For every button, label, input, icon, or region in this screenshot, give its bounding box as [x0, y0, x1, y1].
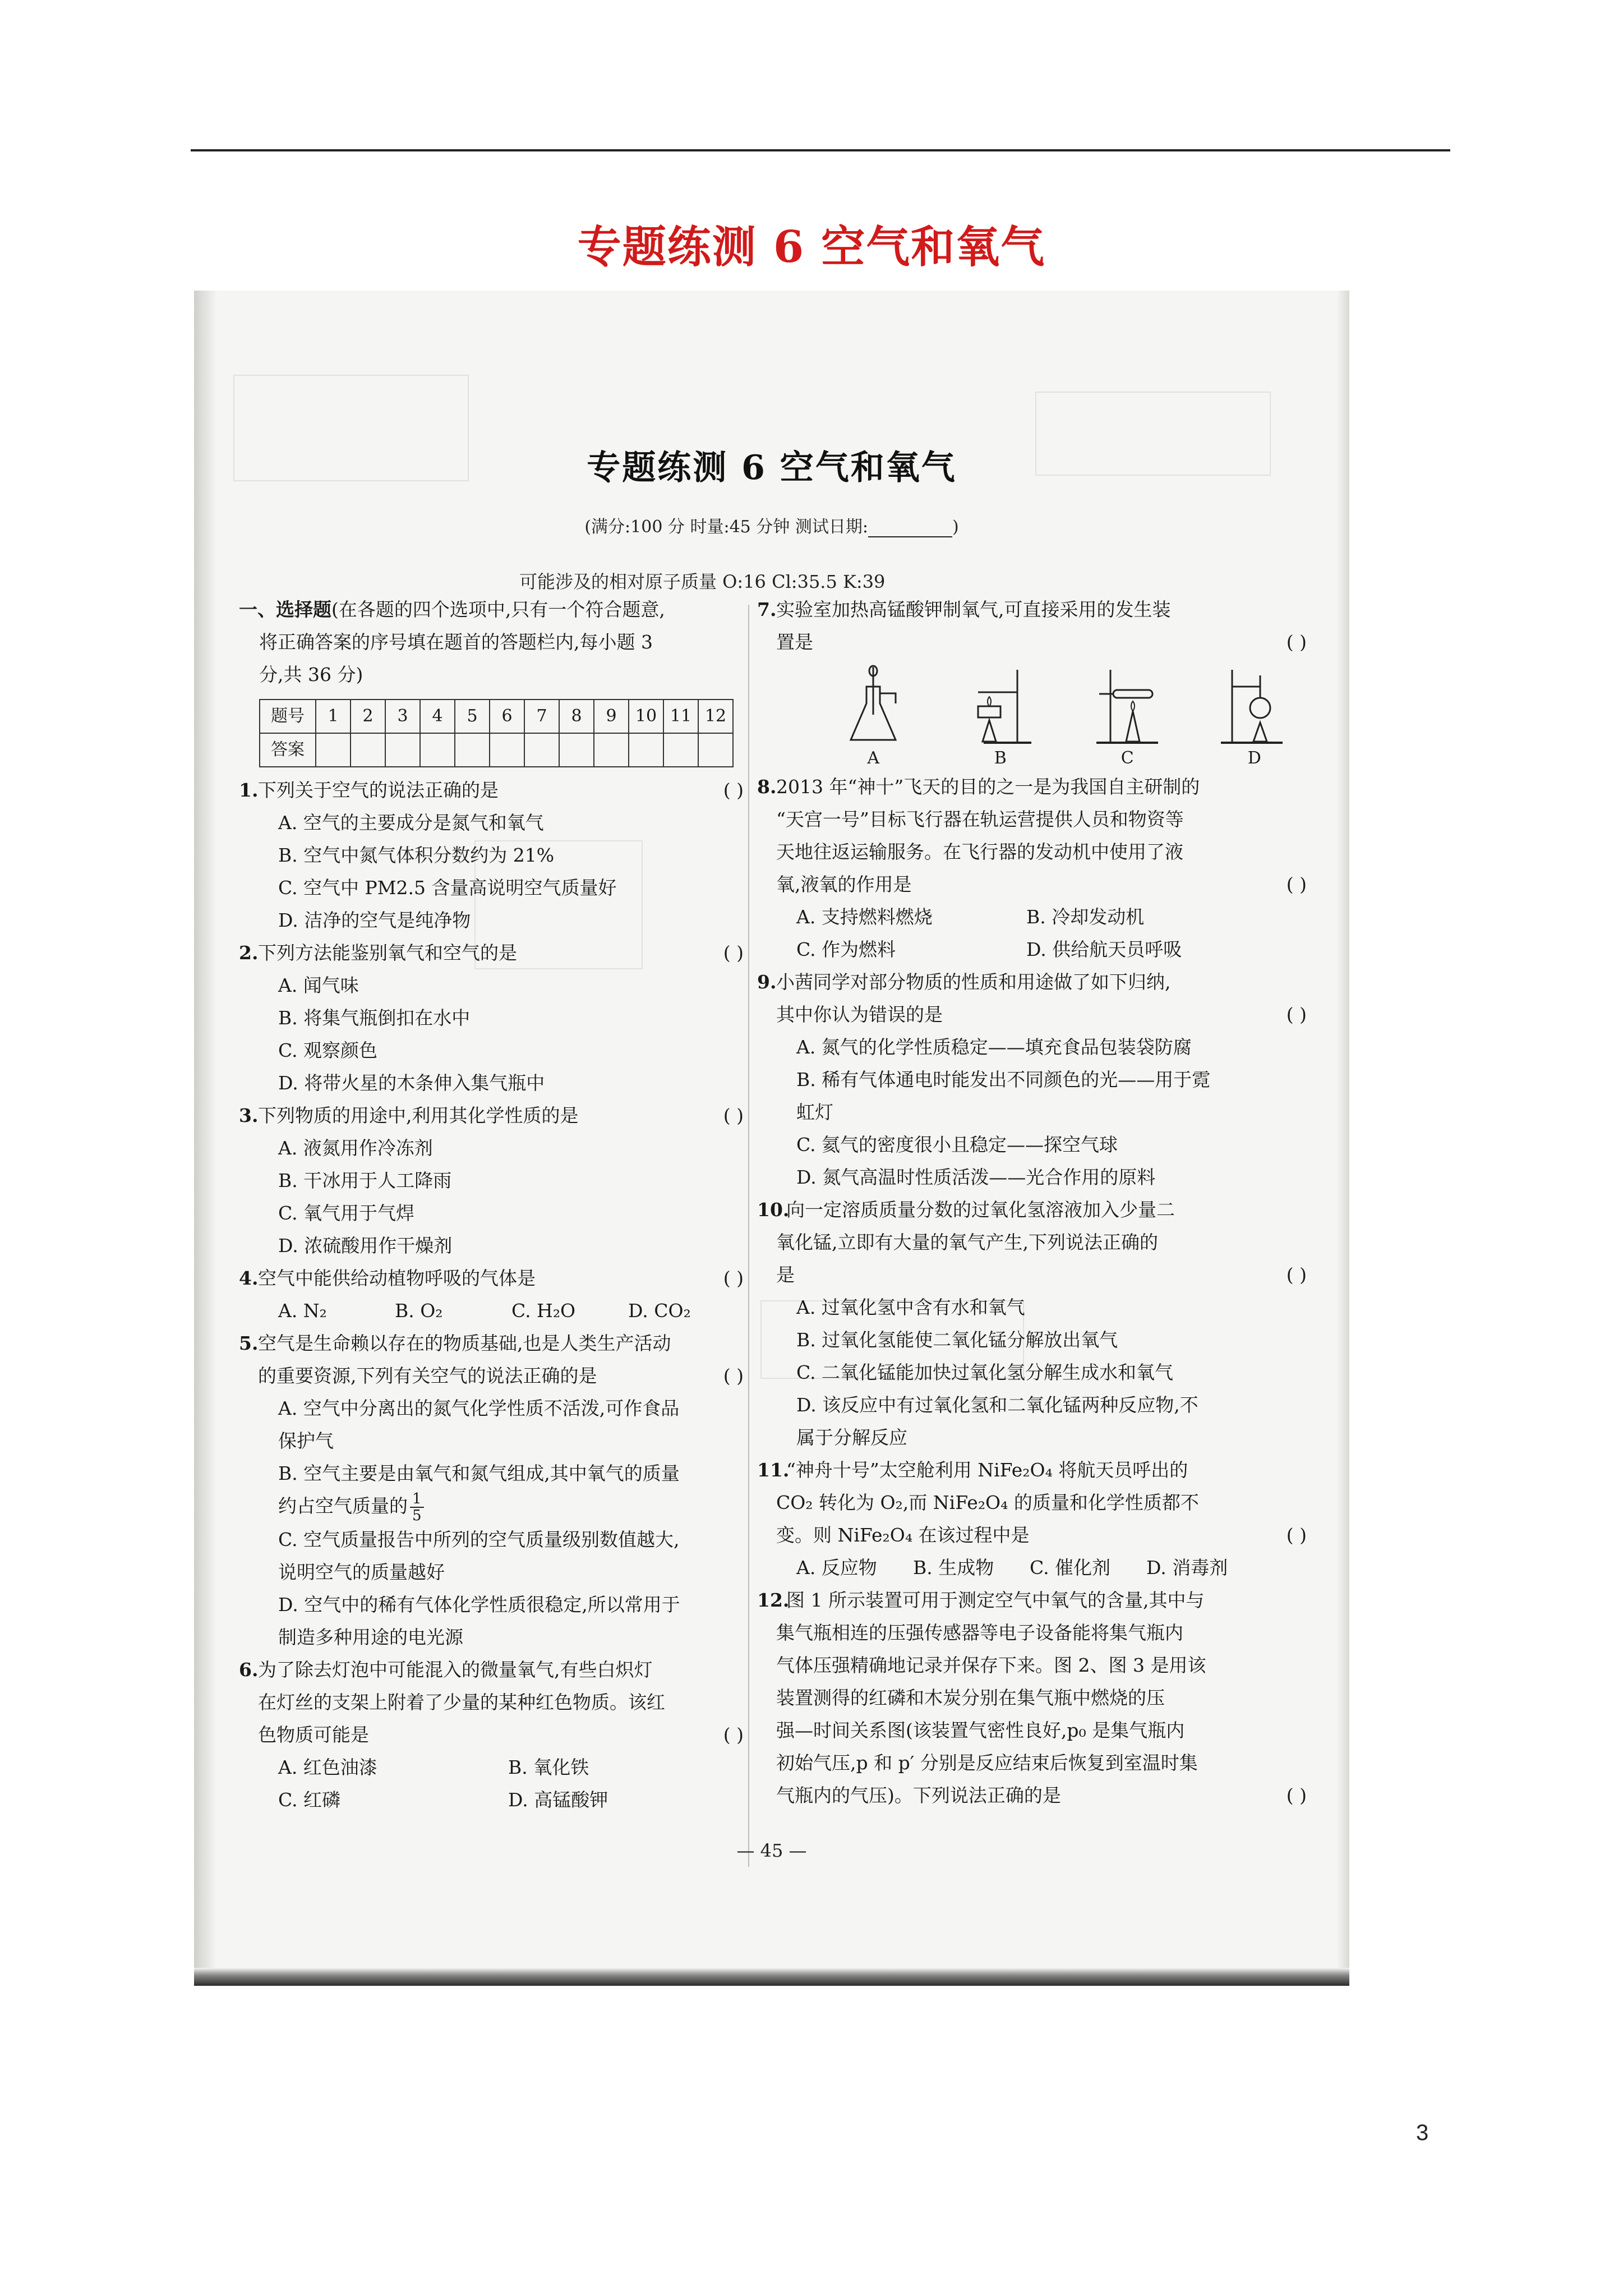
page-number: 3 — [1416, 2120, 1429, 2145]
apparatus-label: B — [994, 748, 1007, 768]
stem-text: 空气中能供给动植物呼吸的气体是 — [258, 1267, 536, 1289]
option[interactable]: B. O₂ — [395, 1300, 443, 1322]
option[interactable]: C. 作为燃料 — [796, 938, 896, 960]
answer-bracket: ( ) — [723, 1105, 744, 1126]
option[interactable]: A. 反应物 — [796, 1557, 877, 1579]
question-stem — [258, 1262, 755, 1295]
fraction-numerator: 1 — [410, 1491, 424, 1508]
question-stem: CO₂ 转化为 O₂,而 NiFe₂O₄ 的质量和化学性质都不 — [776, 1492, 1199, 1513]
question-stem — [776, 1259, 1318, 1291]
question-stem: “神舟十号”太空舱利用 NiFe₂O₄ 将航天员呼出的 — [786, 1459, 1188, 1481]
answer-cell[interactable] — [420, 733, 455, 767]
question-8 — [757, 771, 1318, 966]
answer-bracket: ( ) — [1286, 1004, 1307, 1025]
right-column — [757, 593, 1318, 1812]
question-number: 1. — [239, 779, 259, 801]
answer-cell[interactable] — [663, 733, 698, 767]
answer-table-number: 1 — [316, 700, 351, 733]
question-stem: 实验室加热高锰酸钾制氧气,可直接采用的发生装 — [776, 599, 1171, 620]
question-1 — [239, 774, 755, 937]
question-stem — [776, 1519, 1318, 1552]
question-stem: 2013 年“神十”飞天的目的之一是为我国自主研制的 — [776, 776, 1200, 798]
answer-table-number: 6 — [490, 700, 524, 733]
answer-table-number: 5 — [455, 700, 490, 733]
question-stem: 氧化锰,立即有大量的氧气产生,下列说法正确的 — [776, 1231, 1158, 1253]
answer-bracket: ( ) — [1286, 1524, 1307, 1546]
flask-with-dropper-icon — [840, 664, 907, 748]
stem-text: 下列物质的用途中,利用其化学性质的是 — [258, 1105, 579, 1126]
answer-cell[interactable] — [490, 733, 524, 767]
atomic-masses: 可能涉及的相对原子质量 O:16 Cl:35.5 K:39 — [519, 571, 886, 592]
question-stem: 为了除去灯泡中可能混入的微量氧气,有些白炽灯 — [258, 1659, 653, 1681]
section-line: 分,共 36 分) — [259, 664, 363, 685]
answer-table-row — [260, 733, 733, 767]
option[interactable]: C. 氧气用于气焊 — [278, 1202, 415, 1224]
top-rule — [191, 149, 1450, 151]
stem-text: 的重要资源,下列有关空气的说法正确的是 — [258, 1365, 597, 1387]
answer-cell[interactable] — [629, 733, 663, 767]
answer-cell[interactable] — [351, 733, 385, 767]
stem-text: 氧,液氧的作用是 — [776, 873, 912, 895]
option[interactable]: B. 将集气瓶倒扣在水中 — [278, 1007, 471, 1029]
stem-text: 气瓶内的气压)。下列说法正确的是 — [776, 1784, 1061, 1806]
question-12 — [757, 1584, 1318, 1812]
ring-stand-lamp-icon — [961, 664, 1040, 748]
question-4 — [239, 1262, 755, 1327]
tube-on-stand-icon — [1088, 664, 1166, 748]
option[interactable]: A. 闻气味 — [278, 974, 359, 996]
answer-table — [259, 699, 734, 767]
question-stem — [258, 774, 755, 807]
option[interactable]: A. 空气的主要成分是氮气和氧气 — [278, 812, 544, 834]
page-title: 专题练测 6 空气和氧气 — [577, 222, 1046, 273]
answer-table-number: 10 — [629, 700, 663, 733]
question-stem — [258, 1099, 755, 1132]
section-heading: 一、选择题 — [239, 599, 331, 620]
answer-bracket: ( ) — [723, 1724, 744, 1746]
option-row — [776, 933, 1318, 966]
stem-text: 下列方法能鉴别氧气和空气的是 — [258, 942, 517, 964]
option[interactable]: B. 氧化铁 — [508, 1756, 589, 1778]
section-line: 将正确答案的序号填在题首的答题栏内,每小题 3 — [259, 631, 653, 653]
option-row — [776, 901, 1318, 933]
option-continuation: 属于分解反应 — [796, 1427, 907, 1448]
question-11 — [757, 1454, 1318, 1584]
answer-table-number: 2 — [351, 700, 385, 733]
scanned-page — [194, 291, 1349, 1986]
fraction — [410, 1491, 424, 1524]
answer-table-number: 8 — [559, 700, 594, 733]
option[interactable]: C. H₂O — [511, 1300, 576, 1322]
answer-cell[interactable] — [594, 733, 629, 767]
question-number: 6. — [239, 1659, 259, 1681]
question-stem: 图 1 所示装置可用于测定空气中氧气的含量,其中与 — [786, 1589, 1205, 1611]
question-6 — [239, 1654, 755, 1816]
option[interactable]: B. 生成物 — [913, 1557, 994, 1579]
question-stem — [776, 626, 1318, 659]
question-number: 5. — [239, 1332, 259, 1354]
option-continuation: 保护气 — [278, 1430, 334, 1452]
stem-text: 其中你认为错误的是 — [776, 1004, 943, 1025]
question-stem: 初始气压,p 和 p′ 分别是反应结束后恢复到室温时集 — [776, 1752, 1198, 1774]
answer-table-header: 答案 — [260, 733, 316, 767]
question-2 — [239, 937, 755, 1099]
question-stem: “天宫一号”目标飞行器在轨运营提供人员和物资等 — [776, 808, 1184, 830]
option[interactable]: D. 空气中的稀有气体化学性质很稳定,所以常用于 — [278, 1594, 680, 1616]
option[interactable]: D. 洁净的空气是纯净物 — [278, 909, 471, 931]
apparatus-label: A — [867, 748, 880, 768]
option-continuation: 说明空气的质量越好 — [278, 1561, 445, 1583]
option[interactable]: D. 将带火星的木条伸入集气瓶中 — [278, 1072, 545, 1094]
option[interactable]: D. 该反应中有过氧化氢和二氧化锰两种反应物,不 — [796, 1394, 1198, 1416]
option-continuation: 制造多种用途的电光源 — [278, 1626, 463, 1648]
question-7 — [757, 593, 1318, 771]
option[interactable]: C. 空气中 PM2.5 含量高说明空气质量好 — [278, 877, 617, 899]
question-stem: 在灯丝的支架上附着了少量的某种红色物质。该红 — [258, 1691, 665, 1713]
option[interactable]: D. 高锰酸钾 — [508, 1789, 608, 1811]
apparatus-label: D — [1247, 748, 1261, 768]
subtitle-close: ) — [952, 517, 959, 537]
fraction-denominator: 5 — [412, 1507, 422, 1524]
apparatus-option-b[interactable] — [937, 664, 1064, 771]
answer-bracket: ( ) — [723, 1267, 744, 1289]
option-text: 约占空气质量的 — [278, 1495, 408, 1517]
option[interactable]: C. 二氧化锰能加快过氧化氢分解生成水和氧气 — [796, 1361, 1174, 1383]
question-stem — [776, 868, 1318, 901]
scan-shadow-left — [194, 291, 216, 1986]
question-10 — [757, 1194, 1318, 1454]
question-stem — [258, 1360, 755, 1392]
option[interactable]: C. 氦气的密度很小且稳定——探空气球 — [796, 1134, 1118, 1156]
option-row — [258, 1295, 755, 1327]
question-9 — [757, 966, 1318, 1194]
option-row — [258, 1751, 755, 1784]
option[interactable]: B. 空气主要是由氧气和氮气组成,其中氧气的质量 — [278, 1462, 680, 1484]
option[interactable]: D. 供给航天员呼吸 — [1026, 938, 1182, 960]
option[interactable]: C. 观察颜色 — [278, 1039, 378, 1061]
question-number: 3. — [239, 1105, 259, 1126]
answer-table-number: 9 — [594, 700, 629, 733]
answer-bracket: ( ) — [1286, 873, 1307, 895]
option[interactable]: A. 红色油漆 — [278, 1756, 377, 1778]
option[interactable]: C. 红磷 — [278, 1789, 341, 1811]
section-line: (在各题的四个选项中,只有一个符合题意, — [331, 599, 665, 620]
option[interactable]: D. 浓硫酸用作干燥剂 — [278, 1235, 453, 1257]
option[interactable]: A. 空气中分离出的氮气化学性质不活泼,可作食品 — [278, 1397, 680, 1419]
apparatus-label: C — [1121, 748, 1134, 768]
subtitle-text: (满分:100 分 时量:45 分钟 测试日期: — [584, 517, 868, 537]
answer-bracket: ( ) — [723, 779, 744, 801]
question-stem — [258, 937, 755, 969]
option[interactable]: B. 稀有气体通电时能发出不同颜色的光——用于霓 — [796, 1069, 1211, 1091]
question-stem: 装置测得的红磷和木炭分别在集气瓶中燃烧的压 — [776, 1687, 1165, 1709]
answer-table-number: 11 — [663, 700, 698, 733]
scan-page-footer: — 45 — — [736, 1840, 807, 1861]
option[interactable]: B. 干冰用于人工降雨 — [278, 1170, 452, 1191]
question-number: 11. — [757, 1459, 790, 1481]
option[interactable]: C. 催化剂 — [1030, 1557, 1111, 1579]
option-continuation: 虹灯 — [796, 1101, 833, 1123]
answer-cell[interactable] — [385, 733, 420, 767]
answer-table-number: 4 — [420, 700, 455, 733]
stem-text: 置是 — [776, 631, 813, 653]
answer-table-number: 7 — [524, 700, 559, 733]
answer-cell[interactable] — [698, 733, 733, 767]
option[interactable]: C. 空气质量报告中所列的空气质量级别数值越大, — [278, 1529, 680, 1550]
answer-cell[interactable] — [455, 733, 490, 767]
stem-text: 变。则 NiFe₂O₄ 在该过程中是 — [776, 1524, 1030, 1546]
option[interactable]: B. 冷却发动机 — [1026, 906, 1145, 928]
answer-cell[interactable] — [316, 733, 351, 767]
apparatus-option-c[interactable] — [1064, 664, 1191, 771]
answer-cell[interactable] — [524, 733, 559, 767]
stem-text: 色物质可能是 — [258, 1724, 369, 1746]
flask-on-stand-icon — [1215, 664, 1294, 748]
option[interactable]: A. 过氧化氢中含有水和氧气 — [796, 1296, 1025, 1318]
question-stem — [776, 999, 1318, 1031]
option[interactable]: A. 液氮用作冷冻剂 — [278, 1137, 433, 1159]
answer-bracket: ( ) — [723, 942, 744, 964]
question-stem: 小茜同学对部分物质的性质和用途做了如下归纳, — [776, 971, 1171, 993]
option[interactable]: A. 支持燃料燃烧 — [796, 906, 933, 928]
apparatus-option-d[interactable] — [1191, 664, 1318, 771]
question-5 — [239, 1327, 755, 1654]
option[interactable]: D. 氮气高温时性质活泼——光合作用的原料 — [796, 1166, 1156, 1188]
question-stem: 天地往返运输服务。在飞行器的发动机中使用了液 — [776, 841, 1183, 863]
option[interactable]: B. 过氧化氢能使二氧化锰分解放出氧气 — [796, 1329, 1118, 1351]
answer-bracket: ( ) — [723, 1365, 744, 1387]
answer-bracket: ( ) — [1286, 1784, 1307, 1806]
question-stem — [776, 1779, 1318, 1812]
scan-title: 专题练测 6 空气和氧气 — [587, 448, 957, 487]
question-number: 7. — [757, 599, 777, 620]
left-column — [239, 593, 755, 1816]
answer-cell[interactable] — [559, 733, 594, 767]
question-number: 12. — [757, 1589, 790, 1611]
stem-text: 下列关于空气的说法正确的是 — [258, 779, 499, 801]
question-stem: 空气是生命赖以存在的物质基础,也是人类生产活动 — [258, 1332, 671, 1354]
question-stem: 向一定溶质质量分数的过氧化氢溶液加入少量二 — [786, 1199, 1175, 1221]
option[interactable]: D. CO₂ — [628, 1300, 691, 1322]
question-number: 4. — [239, 1267, 259, 1289]
answer-table-number: 12 — [698, 700, 733, 733]
answer-table-number: 3 — [385, 700, 420, 733]
scan-shadow-bottom — [194, 1968, 1349, 1986]
answer-table-row — [260, 700, 733, 733]
question-stem: 气体压强精确地记录并保存下来。图 2、图 3 是用该 — [776, 1654, 1206, 1676]
question-number: 2. — [239, 942, 259, 964]
answer-bracket: ( ) — [1286, 1264, 1307, 1286]
scan-shadow-right — [1337, 291, 1349, 1986]
option[interactable]: A. 氮气的化学性质稳定——填充食品包装袋防腐 — [796, 1036, 1192, 1058]
option[interactable]: B. 空气中氮气体积分数约为 21% — [278, 844, 555, 866]
scan-subtitle — [194, 513, 1349, 537]
apparatus-option-a[interactable] — [810, 664, 937, 771]
question-stem — [258, 1719, 755, 1751]
option-row — [258, 1784, 755, 1816]
option-row — [776, 1552, 1318, 1584]
question-number: 10. — [757, 1199, 790, 1221]
question-number: 9. — [757, 971, 777, 993]
option[interactable]: D. 消毒剂 — [1146, 1557, 1228, 1579]
question-stem: 集气瓶相连的压强传感器等电子设备能将集气瓶内 — [776, 1622, 1183, 1644]
option-continuation — [258, 1490, 755, 1524]
stem-text: 是 — [776, 1264, 795, 1286]
section-instructions — [239, 593, 755, 626]
answer-table-header: 题号 — [260, 700, 316, 733]
date-blank — [868, 521, 952, 537]
apparatus-figures — [776, 664, 1318, 771]
question-3 — [239, 1099, 755, 1262]
question-stem: 强—时间关系图(该装置气密性良好,p₀ 是集气瓶内 — [776, 1719, 1185, 1741]
question-number: 8. — [757, 776, 777, 798]
answer-bracket: ( ) — [1286, 631, 1307, 653]
option[interactable]: A. N₂ — [278, 1300, 327, 1322]
